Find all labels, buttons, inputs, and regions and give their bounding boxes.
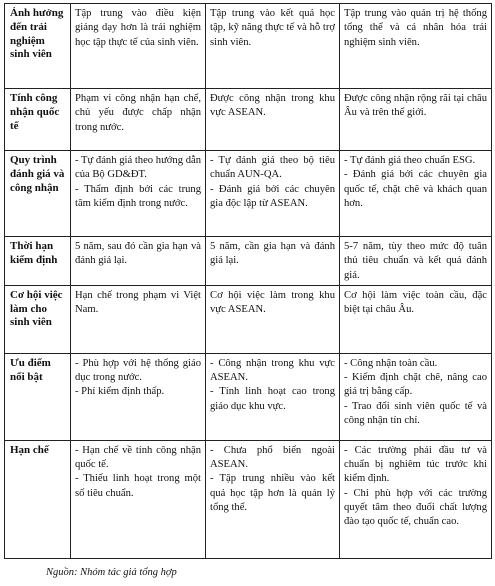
table-cell: 5-7 năm, tùy theo mức độ tuân thủ tiêu chuẩn và kết quả đánh giá.	[340, 237, 492, 286]
row-header: Ưu điểm nổi bật	[5, 353, 71, 440]
table-cell: - Phù hợp với hệ thống giáo dục trong nước. - Phí kiểm định thấp.	[71, 353, 206, 440]
table-cell: Hạn chế trong phạm vi Việt Nam.	[71, 285, 206, 353]
table-cell: Tập trung vào quản trị hệ thống tổng thể và cá nhân hóa trải nghiệm sinh viên.	[340, 4, 492, 89]
table-cell: - Công nhận toàn cầu. - Kiểm định chặt chẽ, nâng cao giá trị bằng cấp. - Trao đổi sinh viên quốc tế và công nhận tín chỉ.	[340, 353, 492, 440]
table-row	[5, 4, 492, 89]
table-cell: Phạm vi công nhận hạn chế, chủ yếu được chấp nhận trong nước.	[71, 89, 206, 151]
table-cell: Tập trung vào điều kiện giảng dạy hơn là trải nghiệm học tập thực tế của sinh viên.	[71, 4, 206, 89]
table-row	[5, 440, 492, 558]
table-cell: - Tự đánh giá theo hướng dẫn của Bộ GD&ĐT. - Thẩm định bởi các trung tâm kiểm định trong nước.	[71, 151, 206, 237]
table-cell: - Chưa phổ biến ngoài ASEAN. - Tập trung nhiều vào kết quả học tập hơn là quản lý tổng thể.	[206, 440, 340, 558]
row-header: Ảnh hưởng đến trải nghiệm sinh viên	[5, 4, 71, 89]
source-note: Nguồn: Nhóm tác giả tổng hợp	[46, 567, 177, 578]
row-header: Tính công nhận quốc tế	[5, 89, 71, 151]
row-header: Quy trình đánh giá và công nhận	[5, 151, 71, 237]
table-cell: - Tự đánh giá theo chuẩn ESG. - Đánh giá bởi các chuyên gia quốc tế, chặt chẽ và khách quan hơn.	[340, 151, 492, 237]
table-cell: - Các trường phải đầu tư và chuẩn bị nghiêm túc trước khi kiểm định. - Chỉ phù hợp với các trường quyết tâm theo đuổi chất lượng đào tạo quốc tế, chuẩn cao.	[340, 440, 492, 558]
table-row	[5, 353, 492, 440]
table-cell: - Tự đánh giá theo bộ tiêu chuẩn AUN-QA. - Đánh giá bởi các chuyên gia độc lập từ ASEAN.	[206, 151, 340, 237]
table-cell: 5 năm, cần gia hạn và đánh giá lại.	[206, 237, 340, 286]
table-cell: Cơ hội làm việc toàn cầu, đặc biệt tại châu Âu.	[340, 285, 492, 353]
row-header: Cơ hội việc làm cho sinh viên	[5, 285, 71, 353]
table-cell: Tập trung vào kết quả học tập, kỹ năng thực tế và hỗ trợ sinh viên.	[206, 4, 340, 89]
table-row	[5, 285, 492, 353]
table-cell: - Công nhận trong khu vực ASEAN. - Tính linh hoạt cao trong giáo dục khu vực.	[206, 353, 340, 440]
table-row	[5, 237, 492, 286]
table-row	[5, 89, 492, 151]
table-cell: Được công nhận trong khu vực ASEAN.	[206, 89, 340, 151]
table-cell: 5 năm, sau đó cần gia hạn và đánh giá lại.	[71, 237, 206, 286]
table-cell: Cơ hội việc làm trong khu vực ASEAN.	[206, 285, 340, 353]
row-header: Hạn chế	[5, 440, 71, 558]
comparison-table	[4, 3, 492, 559]
table-cell: - Hạn chế về tính công nhận quốc tế. - Thiếu linh hoạt trong một số tiêu chuẩn.	[71, 440, 206, 558]
table-row	[5, 151, 492, 237]
row-header: Thời hạn kiểm định	[5, 237, 71, 286]
table-cell: Được công nhận rộng rãi tại châu Âu và trên thế giới.	[340, 89, 492, 151]
